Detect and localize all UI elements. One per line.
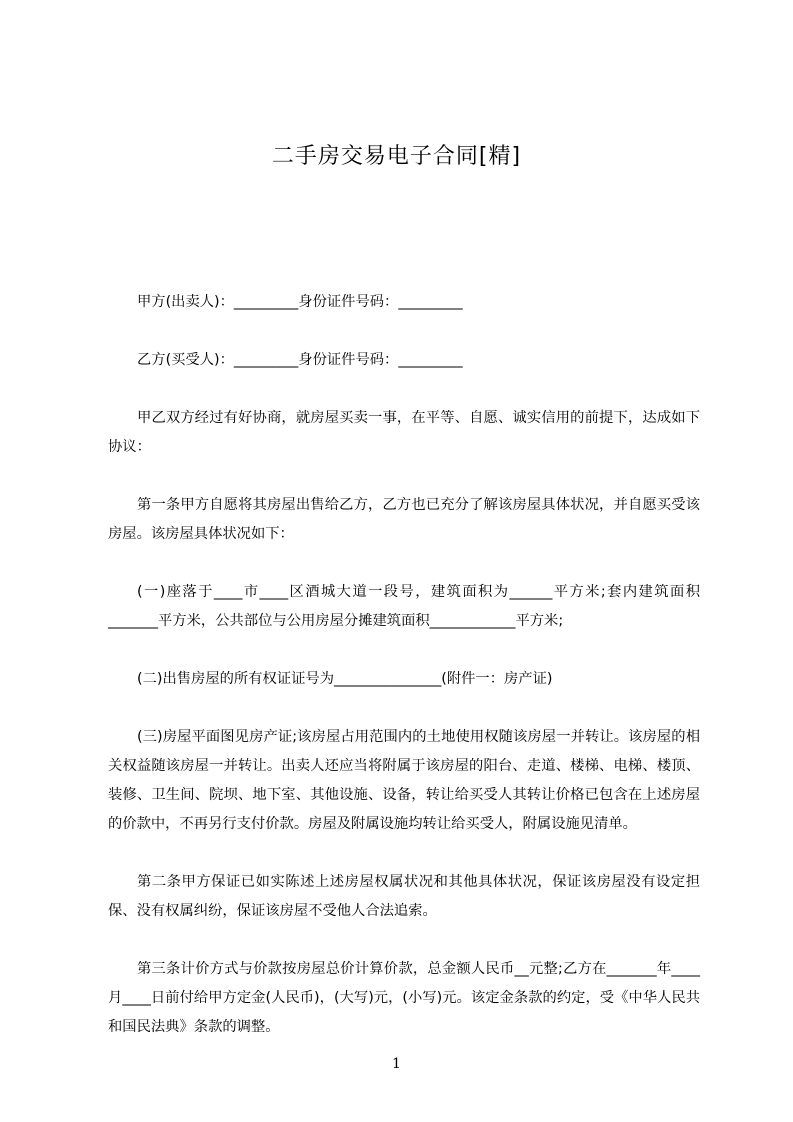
article-1: 第一条甲方自愿将其房屋出售给乙方，乙方也已充分了解该房屋具体状况，并自愿买受该房屋。该房屋具体状况如下： [108,497,700,542]
article-1-item-2: (二)出售房屋的所有权证证号为_______________(附件一：房产证) [137,671,553,687]
article-2: 第二条甲方保证已如实陈述上述房屋权属状况和其他具体状况，保证该房屋没有设定担保、没有权属纠纷，保证该房屋不受他人合法追索。 [108,874,700,919]
party-a-line: 甲方(出卖人)：_________身份证件号码：_________ [137,294,463,310]
article-3: 第三条计价方式与价款按房屋总价计算价款，总金额人民币__元整;乙方在_______年____月____日前付给甲方定金(人民币)，(大写)元，(小写)元。该定金条款的约定，受《中华人民共和国民法典》条款的调整。 [108,961,700,1035]
party-b-line: 乙方(买受人)：_________身份证件号码：_________ [137,352,463,368]
document-title: 二手房交易电子合同[精] [271,144,522,169]
article-1-item-3: (三)房屋平面图见房产证;该房屋占用范围内的土地使用权随该房屋一并转让。该房屋的相关权益随该房屋一并转让。出卖人还应当将附属于该房屋的阳台、走道、楼梯、电梯、楼顶、装修、卫生间、院坝、地下室、其他设施、设备，转让给买受人其转让价格已包含在上述房屋的价款中，不再另行支付价款。房屋及附属设施均转让给买受人，附属设施见清单。 [108,729,700,832]
document-body [108,288,700,1071]
agreement-intro: 甲乙双方经过有好协商，就房屋买卖一事，在平等、自愿、诚实信用的前提下，达成如下协议： [108,410,700,455]
article-1-item-1: (一)座落于____市____区酒城大道一段号，建筑面积为______平方米;套内建筑面积_______平方米，公共部位与公用房屋分摊建筑面积____________平方米; [108,584,700,629]
page-number: 1 [392,1056,401,1072]
